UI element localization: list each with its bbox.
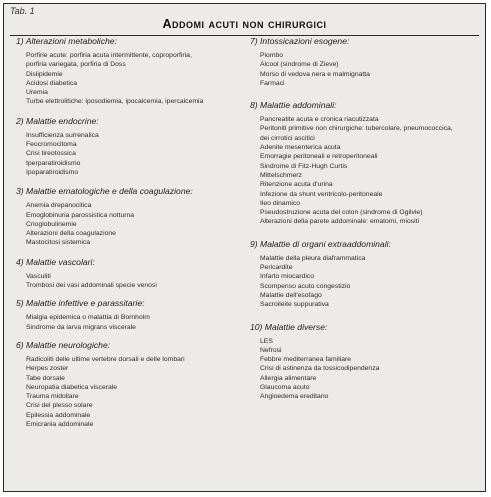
condition-item: Sacroileite suppurativa xyxy=(260,301,329,309)
condition-item: Glaucoma acuto xyxy=(260,384,310,392)
condition-list xyxy=(250,254,475,310)
condition-list xyxy=(16,201,234,247)
category-heading: 6) Malattie neurologiche: xyxy=(16,339,111,350)
condition-item: Angioedema ereditario xyxy=(260,393,329,401)
condition-item: Crisi di astinenza da tossicodipendenza xyxy=(260,365,380,373)
condition-item: Neuropatia diabetica viscerale xyxy=(26,383,118,391)
condition-list xyxy=(16,51,234,107)
category-section xyxy=(250,100,475,227)
condition-item: Crioglobulinemie xyxy=(26,220,77,228)
category-section xyxy=(16,340,234,429)
left-column xyxy=(16,36,234,429)
condition-item: porfiria variegata, porfiria di Doss xyxy=(26,61,126,69)
category-heading: 3) Malattie ematologiche e della coagulazione: xyxy=(16,186,193,197)
condition-item: Allergia alimentare xyxy=(260,374,317,382)
condition-item: Radicoliti delle ultime vertebre dorsali e delle lombari xyxy=(26,355,185,363)
condition-item: Vasculiti xyxy=(26,272,51,280)
condition-item: Sindrome di Fitz-Hugh Curtis xyxy=(260,162,348,170)
table-number: Tab. 1 xyxy=(10,6,35,16)
condition-item: Ileo dinamico xyxy=(260,199,301,207)
condition-item: Epilessia addominale xyxy=(26,411,91,419)
category-heading: 2) Malattie endocrine: xyxy=(16,115,99,126)
condition-item: Alterazioni della coagulazione xyxy=(26,230,116,238)
condition-item: Acidosi diabetica xyxy=(26,79,78,87)
category-section xyxy=(16,257,234,291)
condition-item: Ritenzione acuta d'urina xyxy=(260,181,333,189)
condition-list xyxy=(250,51,475,88)
table-title: Addomi acuti non chirurgici xyxy=(162,17,327,31)
condition-list xyxy=(16,272,234,291)
condition-item: Infezione da shunt ventricolo-peritoneale xyxy=(260,190,383,198)
condition-item: Pancreatite acuta e cronica riacutizzata xyxy=(260,116,379,124)
category-heading: 5) Malattie infettive e parassitarie: xyxy=(16,298,145,309)
condition-item: Anemia drepanocitica xyxy=(26,202,92,210)
condition-item: Dislipidemie xyxy=(26,70,63,78)
category-section xyxy=(16,186,234,247)
condition-item: Iperparatiroidismo xyxy=(26,159,81,167)
condition-item: Nefrosi xyxy=(260,346,282,354)
condition-item: Farmaci xyxy=(260,79,285,87)
category-section xyxy=(250,36,475,88)
category-section xyxy=(250,322,475,402)
category-section xyxy=(16,298,234,332)
condition-item: LES xyxy=(260,337,273,345)
condition-item: Herpes zoster xyxy=(26,365,69,373)
condition-item: Crisi tireotossica xyxy=(26,150,76,158)
condition-item: Ipoparatiroidismo xyxy=(26,168,79,176)
condition-item: Mittelschmerz xyxy=(260,171,302,179)
condition-item: Turbe elettrolitiche: iposodiemia, ipocalcemia, ipercalcemia xyxy=(26,98,204,106)
condition-item: Crisi del plesso solare xyxy=(26,402,93,410)
category-heading: 8) Malattie addominali: xyxy=(250,100,337,111)
condition-item: Adenite mesenterica acuta xyxy=(260,144,341,152)
condition-item: Trombosi dei vasi addominali specie venosi xyxy=(26,282,157,290)
condition-item: Emicrania addominale xyxy=(26,421,94,429)
condition-list xyxy=(16,131,234,177)
category-heading: 1) Alterazioni metaboliche: xyxy=(16,36,117,46)
condition-item: Malattie dell'esofago xyxy=(260,291,322,299)
condition-item: Scompenso acuto congestizio xyxy=(260,282,351,290)
condition-item: Sindrome da larva migrans viscerale xyxy=(26,323,136,331)
condition-item: Morso di vedova nera e malmignatta xyxy=(260,70,370,78)
condition-item: Tabe dorsale xyxy=(26,374,65,382)
condition-item: Mastocitosi sistemica xyxy=(26,239,91,247)
condition-item: Mialgia epidemica o malattia di Bornholm xyxy=(26,314,150,322)
condition-item: Alcool (sindrome di Zieve) xyxy=(260,61,339,69)
condition-item: Alterazioni della parete addominale: ematomi, miositi xyxy=(260,218,420,226)
right-column xyxy=(250,36,475,402)
condition-list xyxy=(16,355,234,429)
category-section xyxy=(250,239,475,310)
condition-item: Feocromocitoma xyxy=(26,141,77,149)
condition-item: Pseudostruzione acuta del colon (sindrome di Ogilvie) xyxy=(260,209,423,217)
condition-item: Pericardite xyxy=(260,264,293,272)
condition-item: Emoglobinuria parossistica notturna xyxy=(26,211,135,219)
condition-item: Porfirie acute: porfiria acuta intermittente, coproporfiria, xyxy=(26,52,192,59)
condition-item: dei cirrotici ascitici xyxy=(260,134,315,142)
condition-item: Febbre mediterranea familiare xyxy=(260,356,352,364)
condition-item: Uremia xyxy=(26,89,48,97)
category-heading: 4) Malattie vascolari: xyxy=(16,256,95,267)
condition-list xyxy=(16,313,234,332)
condition-item: Insufficienza surrenalica xyxy=(26,131,99,139)
condition-item: Trauma midollare xyxy=(26,393,79,401)
condition-item: Infarto miocardico xyxy=(260,273,315,281)
category-heading: 10) Malattie diverse: xyxy=(250,321,328,332)
category-heading: 9) Malattie di organi extraaddominali: xyxy=(250,238,391,249)
condition-list xyxy=(250,115,475,227)
condition-item: Emorragie peritoneali e retroperitoneali xyxy=(260,153,378,161)
category-section xyxy=(16,36,234,107)
condition-item: Piombo xyxy=(260,52,284,59)
condition-item: Peritoniti primitive non chirurgiche: tubercolare, pneumococcica, xyxy=(260,125,453,133)
condition-list xyxy=(250,337,475,402)
category-heading: 7) Intossicazioni esogene: xyxy=(250,36,350,46)
category-section xyxy=(16,116,234,177)
condition-item: Malattie della pleura diaframmatica xyxy=(260,254,366,262)
